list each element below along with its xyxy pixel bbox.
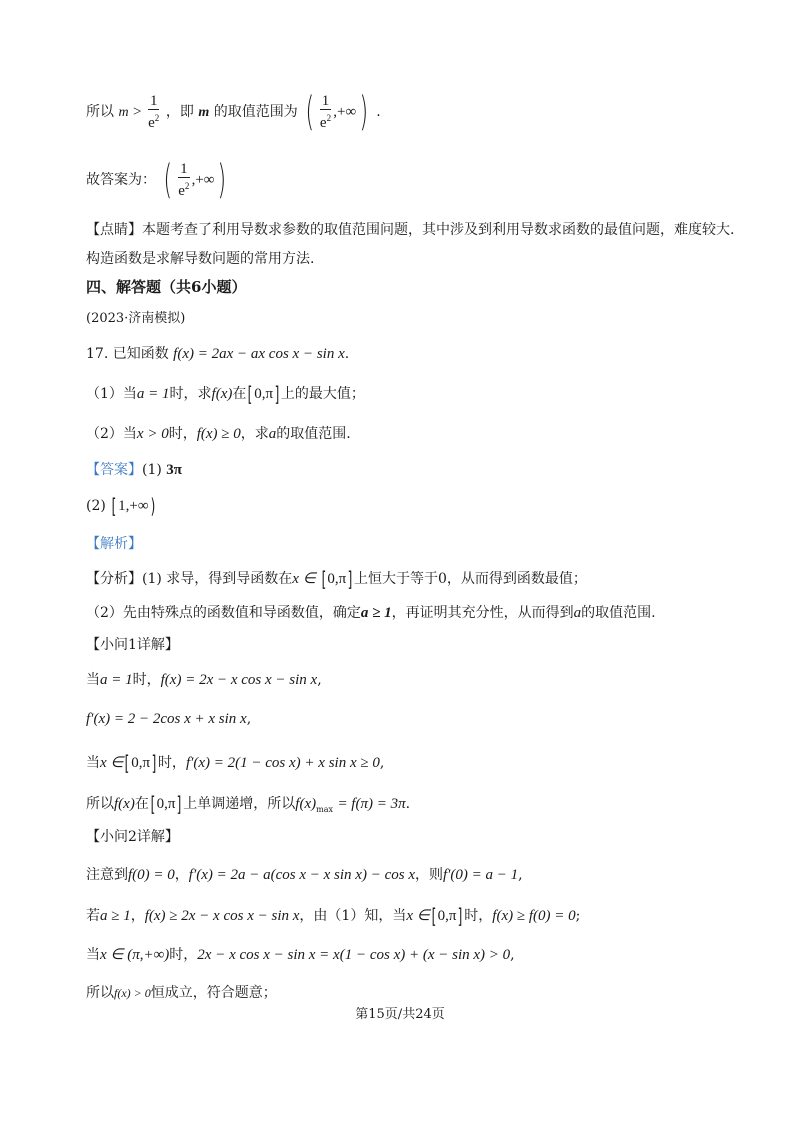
max-subscript: max bbox=[316, 805, 333, 814]
text: 所以 bbox=[86, 796, 114, 812]
condition: a ≥ 1 bbox=[360, 605, 392, 621]
text: ，再证明其充分性，从而得到 bbox=[391, 605, 574, 621]
den bbox=[178, 178, 190, 199]
interval: 0,π bbox=[131, 755, 151, 771]
plus-infinity: +∞ bbox=[337, 104, 357, 120]
remark-line-1: 【点睛】本题考查了利用导数求参数的取值范围问题，其中涉及到利用导数求函数的最值问题，难度较大. bbox=[86, 222, 735, 238]
text: 所以 bbox=[86, 985, 114, 1001]
answer-2: 1,+∞ bbox=[118, 498, 149, 514]
plus-infinity: +∞ bbox=[195, 172, 215, 188]
num: 1 bbox=[321, 93, 330, 109]
exp: 2 bbox=[154, 113, 160, 123]
expr: f′(x) = 2(1 − cos x) + x sin x ≥ 0 bbox=[185, 755, 380, 771]
question-17-part-2 bbox=[86, 423, 351, 443]
text: ，则 bbox=[414, 867, 443, 883]
expr: f(x) > 0 bbox=[114, 986, 151, 1000]
gt-sign: > bbox=[133, 104, 142, 120]
question-17 bbox=[86, 343, 349, 363]
function-expr: f(x) = 2ax − ax cos x − sin x bbox=[173, 346, 345, 362]
solution-2-line-4 bbox=[86, 982, 277, 1002]
condition: x > 0 bbox=[136, 426, 169, 442]
fraction-1-over-e2 bbox=[178, 161, 190, 199]
fx: f(x) bbox=[295, 796, 317, 812]
text: (2) bbox=[86, 498, 106, 514]
expr: f′(x) = 2a − a(cos x − x sin x) − cos x bbox=[188, 867, 415, 883]
answer-line-2: (2) [ 1,+∞) bbox=[86, 494, 155, 518]
interval: x ∈ (π,+∞) bbox=[100, 947, 170, 963]
expr: = f(π) = 3π bbox=[337, 796, 406, 812]
answer-line bbox=[86, 459, 182, 479]
fraction-1-over-e2 bbox=[320, 93, 332, 131]
paren-right: ) bbox=[217, 157, 227, 203]
analysis-label: 【解析】 bbox=[86, 536, 142, 552]
text: 上的最大值； bbox=[280, 386, 365, 402]
source-tag: (2023·济南模拟) bbox=[86, 311, 186, 326]
expr: f(0) = 0 bbox=[128, 867, 175, 883]
interval: 0,π bbox=[327, 571, 347, 587]
text: (1) bbox=[142, 462, 162, 478]
text: 时， bbox=[132, 672, 161, 688]
text: 上恒大于等于0，从而得到函数最值； bbox=[353, 571, 587, 587]
text: 的取值范围. bbox=[581, 605, 656, 621]
fx: f(x) bbox=[211, 386, 233, 402]
solution-2-line-1: 注意到f(0) = 0，f′(x) = 2a − a(cos x − x sin x) − cos x，则f′(0) = a − 1, bbox=[86, 867, 523, 883]
paren-left: ( bbox=[305, 89, 315, 135]
text: x ∈ bbox=[406, 908, 430, 924]
solution-2-line-3: 当x ∈ (π,+∞)时，2x − x cos x − sin x = x(1 − cos x) + (x − sin x) > 0, bbox=[86, 947, 515, 963]
question-17-part-1: （1）当a = 1时，求f(x)在[ 0,π] 上的最大值； bbox=[86, 382, 365, 406]
var-m: m bbox=[198, 105, 210, 120]
exp: 2 bbox=[326, 113, 332, 123]
text: 若 bbox=[86, 908, 100, 924]
num: 1 bbox=[180, 161, 188, 177]
text: 【分析】(1) 求导，得到导函数在 bbox=[86, 571, 293, 587]
derivative-expr: f′(x) = 2 − 2cos x + x sin x bbox=[86, 711, 247, 727]
text: ，由（1）知，当 bbox=[299, 908, 407, 924]
condition: a = 1 bbox=[136, 386, 170, 402]
solution-1-line-4: 所以f(x)在[ 0,π] 上单调递增，所以$f(x)_{max} = f(\pi) = 3\pi$. bbox=[86, 792, 411, 816]
subsection-2: 【小问2详解】 bbox=[86, 829, 179, 845]
num: 1 bbox=[149, 93, 158, 109]
text: 当 bbox=[86, 947, 100, 963]
text: 当 bbox=[86, 755, 100, 771]
var-a: a bbox=[573, 605, 582, 621]
line-final-answer: 故答案为： ( $\frac{1}{e^2}$ ,+∞) bbox=[86, 157, 227, 203]
text: ，即 bbox=[165, 104, 194, 120]
den bbox=[320, 110, 332, 131]
text: 所以 bbox=[86, 104, 114, 120]
text: 在 bbox=[134, 796, 149, 812]
text: 当 bbox=[86, 672, 100, 688]
expr: f(x) ≥ 2x − x cos x − sin x bbox=[144, 908, 300, 924]
text: 注意到 bbox=[86, 867, 128, 883]
text: 17. 已知函数 bbox=[86, 346, 169, 362]
solution-2-line-2: 若a ≥ 1，f(x) ≥ 2x − x cos x − sin x，由（1）知，当x ∈[ 0,π] 时，f(x) ≥ f(0) = 0; bbox=[86, 904, 581, 928]
e: e bbox=[178, 183, 185, 199]
remark-line-2: 构造函数是求解导数问题的常用方法. bbox=[86, 251, 315, 267]
text: 时， bbox=[464, 908, 493, 924]
expr: 2x − x cos x − sin x = x(1 − cos x) + (x − sin x) > 0 bbox=[197, 947, 511, 963]
var-a: a bbox=[268, 426, 277, 442]
text: . bbox=[344, 346, 350, 362]
den bbox=[148, 110, 160, 131]
paren-left: ( bbox=[163, 157, 173, 203]
text: 的取值范围为 bbox=[213, 104, 298, 120]
expr: f(x) = 2x − x cos x − sin x bbox=[160, 672, 318, 688]
text: x ∈ bbox=[100, 755, 124, 771]
e: e bbox=[148, 115, 155, 131]
subsection-1: 【小问1详解】 bbox=[86, 637, 179, 653]
text: 时， bbox=[169, 947, 198, 963]
solution-1-line-3: 当x ∈[ 0,π] 时，f′(x) = 2(1 − cos x) + x sin x ≥ 0, bbox=[86, 751, 385, 775]
text: 时， bbox=[168, 426, 197, 442]
text: ，求 bbox=[240, 426, 269, 442]
var-m: m bbox=[118, 105, 129, 120]
text: 上单调递增，所以 bbox=[183, 796, 296, 812]
condition: a ≥ 1 bbox=[100, 908, 131, 924]
text: （2）当 bbox=[86, 426, 137, 442]
solution-1-line-1: 当a = 1时，f(x) = 2x − x cos x − sin x, bbox=[86, 672, 322, 688]
interval: 0,π bbox=[437, 908, 457, 924]
interval: 0,π bbox=[156, 796, 176, 812]
condition: a = 1 bbox=[100, 672, 133, 688]
solution-1-line-2: f′(x) = 2 − 2cos x + x sin x, bbox=[86, 711, 252, 727]
exp: 2 bbox=[184, 181, 190, 191]
expr: f(x) ≥ f(0) = 0 bbox=[492, 908, 576, 924]
answer-label: 【答案】 bbox=[86, 462, 142, 478]
paren-right: ) bbox=[359, 89, 369, 135]
section-heading: 四、解答题（共6小题） bbox=[86, 278, 247, 296]
answer-1: 3π bbox=[166, 462, 183, 478]
text: （1）当 bbox=[86, 386, 137, 402]
text: 故答案为： bbox=[86, 172, 156, 188]
interval: 0,π bbox=[254, 386, 274, 402]
text: . bbox=[376, 104, 381, 120]
analysis-line-2 bbox=[86, 602, 656, 622]
text: 时，求 bbox=[169, 386, 212, 402]
text: 在 bbox=[232, 386, 247, 402]
page-footer: 第15页/共24页 bbox=[355, 1007, 445, 1022]
text: 时， bbox=[157, 755, 186, 771]
fraction-1-over-e2 bbox=[148, 93, 160, 131]
text: 的取值范围. bbox=[276, 426, 351, 442]
text: 恒成立，符合题意； bbox=[150, 985, 277, 1001]
text: （2）先由特殊点的函数值和导函数值，确定 bbox=[86, 605, 361, 621]
analysis-line-1: 【分析】(1) 求导，得到导函数在x ∈ [ 0,π] 上恒大于等于0，从而得到函数最值； bbox=[86, 567, 587, 591]
e: e bbox=[319, 115, 327, 131]
fx: f(x) bbox=[114, 796, 135, 812]
expr: f′(0) = a − 1 bbox=[442, 867, 519, 883]
line-conclusion: 所以 m > $\frac{1}{e^2}$ ，即 m 的取值范围为 ( $\frac{1}{e^2}$ ,+∞) . bbox=[86, 89, 381, 135]
inequality: f(x) ≥ 0 bbox=[196, 426, 241, 442]
